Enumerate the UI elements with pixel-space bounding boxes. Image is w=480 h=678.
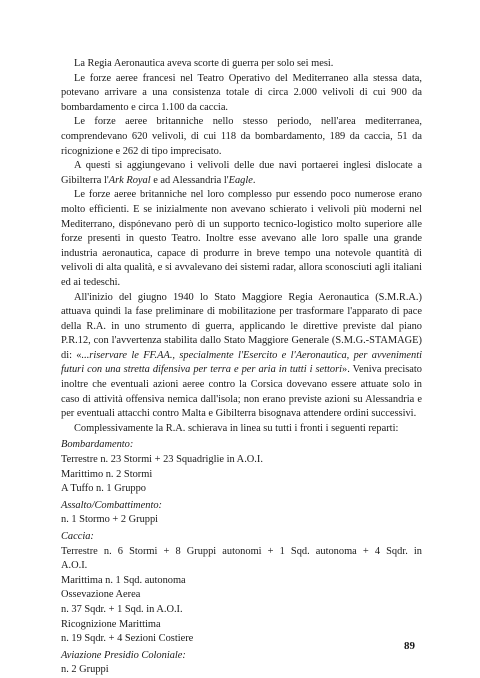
paragraph-4-text-c: . <box>252 174 256 186</box>
section-line: A.O.I. <box>61 560 88 572</box>
paragraph-5: Le forze aeree britanniche nel loro complesso pur essendo poco numerose erano molto efficienti. E se inizialmente non avevano schierato i velivoli più moderni nel Mediterrano, dispónevano però di un supporto tecnico-logistico molto superiore alle forze presenti in questo Teatro. Inoltre esse avevano alle loro spalle una grande industria aeronautica, capace di produrre in breve tempo una notevole quantità di velivoli di alta qualità, e si avvalevano dei sistemi radar, allora sconosciuti agli italiani ed ai tedeschi. <box>61 189 422 288</box>
paragraph-2: Le forze aeree francesi nel Teatro Operativo del Mediterraneo alla stessa data, potevano arrivare a una consistenza totale di circa 2.000 velivoli di cui 900 da bombardamento e circa 1.100 da caccia. <box>61 72 422 113</box>
section-line: Ossevazione Aerea <box>61 589 141 601</box>
paragraph-6-text-a: All'inizio del giugno 1940 lo Stato Maggiore Regia Aeronautica (S.M.R.A.) attuava quindi la fase preliminare di mobilitazione per trasformare l'apparato di pace della R.A. in uno strumento di guerra, applicando le direttive previste dal piano P.R.12, con l'avvertenza stabilita dallo Stato Maggiore Generale (S.M.G.-STAMAGE) di: « <box>61 291 422 361</box>
paragraph-3: Le forze aeree britanniche nello stesso periodo, nell'area mediterranea, comprendevano 620 velivoli, di cui 118 da bombardamento, 189 da caccia, 51 da ricognizione e 262 di tipo imprecisato. <box>61 116 422 157</box>
paragraph-6-quote: ...riservare le FF.AA., specialmente l'Esercito e l'Aeronautica, per avvenimenti futuri con una stretta difensiva per terra e per aria in tutti i settori <box>61 349 423 376</box>
section-line: Marittima n. 1 Sqd. autonoma <box>61 574 186 586</box>
section-title-bombardamento: Bombardamento: <box>61 439 134 451</box>
section-line: Terrestre n. 23 Stormi + 23 Squadriglie in A.O.I. <box>61 454 263 466</box>
ship-name-ark-royal: Ark Royal <box>108 174 151 186</box>
section-line: Marittimo n. 2 Stormi <box>61 468 153 480</box>
section-caccia <box>61 530 422 647</box>
section-line: n. 1 Stormo + 2 Gruppi <box>61 514 159 526</box>
section-bombardamento <box>61 438 422 496</box>
paragraph-6-text-b: ». Veniva precisato inoltre che eventuali azioni aeree contro la Corsica dovevano essere attuate solo in caso di attività offensiva nemica dall'isola; non erano previste azioni su Alessandria e per eventuali attacchi contro Malta e Gibilterra bisognava attendere ordini successivi. <box>61 364 422 420</box>
paragraph-4 <box>61 159 422 188</box>
paragraph-4-text-b: e ad Alessandria l' <box>150 174 229 186</box>
paragraph-7: Complessivamente la R.A. schierava in linea su tutti i fronti i seguenti reparti: <box>74 422 399 434</box>
section-line: n. 37 Sqdr. + 1 Sqd. in A.O.I. <box>61 603 183 615</box>
page-number: 89 <box>404 640 415 652</box>
paragraph-4-text-a: A questi si aggiungevano i velivoli delle due navi portaerei inglesi dislocate a Gibilterra l' <box>61 160 422 186</box>
section-line: Terrestre n. 6 Stormi + 8 Gruppi autonomi + 1 Sqd. autonoma + 4 Sqdr. in <box>61 545 422 557</box>
page-body <box>61 57 422 678</box>
section-line: n. 19 Sqdr. + 4 Sezioni Costiere <box>61 633 194 645</box>
section-assalto <box>61 499 422 528</box>
paragraph-1: La Regia Aeronautica aveva scorte di guerra per solo sei mesi. <box>74 58 334 69</box>
ship-name-eagle: Eagle <box>228 174 253 186</box>
section-line: Ricognizione Marittima <box>61 618 161 630</box>
section-title-aviazione: Aviazione Presidio Coloniale: <box>61 649 186 661</box>
section-title-assalto: Assalto/Combattimento: <box>61 499 163 511</box>
section-aviazione <box>61 649 422 678</box>
paragraph-6 <box>61 291 422 422</box>
section-title-caccia: Caccia: <box>61 531 94 542</box>
section-line: n. 2 Gruppi <box>61 664 109 676</box>
section-line: A Tuffo n. 1 Gruppo <box>61 483 146 495</box>
